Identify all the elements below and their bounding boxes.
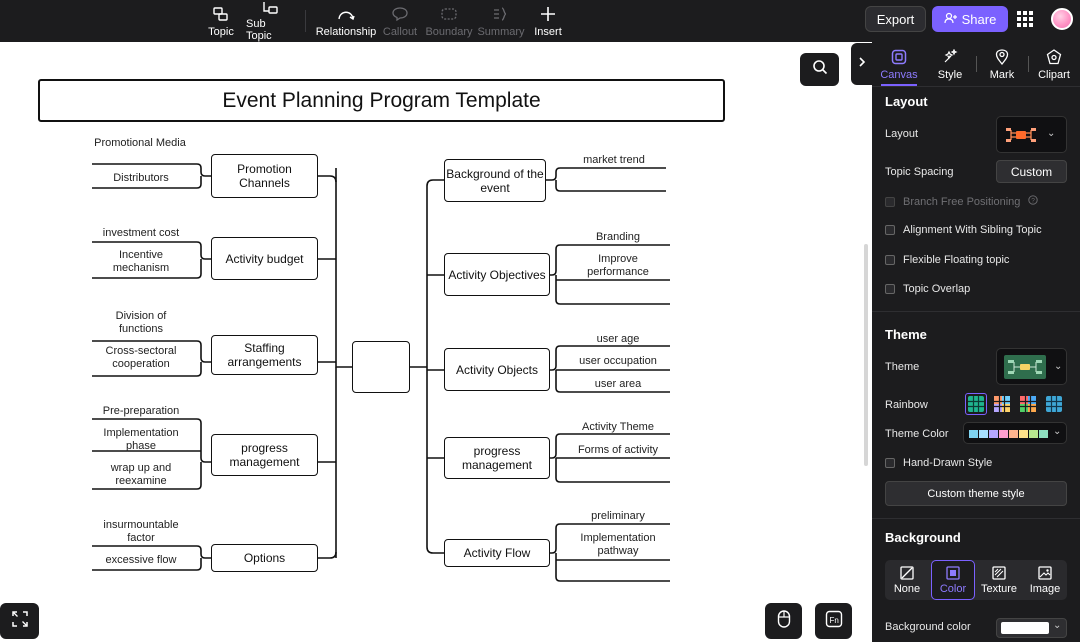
leaf-division-of-functions[interactable]: Division of functions	[115, 310, 167, 335]
leaf-user-area[interactable]: user area	[594, 378, 642, 390]
theme-color-swatch	[1039, 430, 1048, 438]
boundary-label: Boundary	[425, 25, 473, 38]
theme-color-swatch	[1029, 430, 1038, 438]
flexible-floating-option[interactable]	[885, 254, 1009, 266]
export-button[interactable]	[865, 6, 926, 32]
topic-activity-flow[interactable]: Activity Flow	[444, 539, 550, 567]
mindmap-title[interactable]: Event Planning Program Template	[38, 79, 725, 122]
subtopic-icon	[262, 0, 278, 15]
theme-section-title: Theme	[885, 327, 927, 342]
avatar[interactable]	[1051, 8, 1073, 30]
option-label: Image	[1029, 583, 1061, 595]
background-texture-option[interactable]	[977, 560, 1021, 600]
callout-icon	[392, 5, 408, 23]
collapse-panel-button[interactable]	[851, 43, 872, 85]
topic-promotion-channels[interactable]: Promotion Channels	[211, 154, 318, 198]
option-label: Hand-Drawn Style	[903, 457, 993, 469]
leaf-forms-of-activity[interactable]: Forms of activity	[577, 444, 659, 456]
properties-panel	[872, 42, 1080, 642]
mark-icon	[995, 48, 1009, 66]
background-type-group	[885, 560, 1067, 600]
chevron-down-icon: ⌄	[1054, 361, 1063, 372]
checkbox[interactable]	[885, 458, 895, 468]
layout-label: Layout	[885, 128, 919, 140]
summary-icon	[493, 5, 509, 23]
relationship-label: Relationship	[315, 25, 377, 38]
mindmap-canvas[interactable]	[0, 42, 872, 642]
topic-progress-management-left[interactable]: progress management	[211, 434, 318, 476]
summary-label: Summary	[477, 25, 525, 38]
leaf-activity-theme[interactable]: Activity Theme	[582, 421, 654, 433]
fullscreen-icon	[12, 611, 28, 632]
leaf-pre-preparation[interactable]: Pre-preparation	[102, 405, 180, 417]
topic-label: Topic	[208, 25, 234, 38]
panel-tabs	[872, 42, 1080, 86]
top-toolbar	[0, 0, 1080, 42]
option-label: Alignment With Sibling Topic	[903, 224, 1042, 236]
clipart-icon	[1046, 48, 1062, 66]
fullscreen-button[interactable]	[0, 603, 39, 639]
help-icon[interactable]	[1028, 195, 1038, 208]
background-image-option[interactable]	[1023, 560, 1067, 600]
background-color-label: Background color	[885, 621, 971, 633]
topic-button[interactable]	[206, 0, 236, 42]
leaf-implementation-pathway[interactable]: Implementation pathway	[580, 532, 656, 557]
leaf-market-trend[interactable]: market trend	[583, 154, 645, 166]
texture-icon	[992, 565, 1006, 581]
leaf-incentive-mechanism[interactable]: Incentive mechanism	[112, 249, 170, 274]
image-icon	[1038, 565, 1052, 581]
leaf-improve-performance[interactable]: Improve performance	[587, 253, 649, 278]
share-label: Share	[961, 11, 997, 27]
relationship-icon	[337, 5, 355, 23]
callout-button[interactable]	[382, 0, 418, 42]
leaf-wrap-up-and-reexamine[interactable]: wrap up and reexamine	[110, 462, 172, 487]
relationship-button[interactable]	[316, 0, 376, 42]
insert-label: Insert	[534, 25, 562, 38]
tab-canvas[interactable]	[877, 42, 921, 86]
toolbar-divider	[305, 10, 306, 32]
canvas-icon	[891, 48, 907, 66]
rainbow-option-4[interactable]	[1043, 393, 1065, 415]
summary-button[interactable]	[478, 0, 524, 42]
theme-color-swatch	[999, 430, 1008, 438]
mouse-mode-button[interactable]	[765, 603, 802, 639]
theme-color-swatch	[979, 430, 988, 438]
share-icon	[944, 12, 957, 27]
tab-clipart-label: Clipart	[1038, 68, 1070, 81]
rainbow-label: Rainbow	[885, 399, 928, 411]
background-color-option[interactable]	[931, 560, 975, 600]
topic-background-of-the-event[interactable]: Background of the event	[444, 159, 546, 202]
rainbow-option-3[interactable]	[1017, 393, 1039, 415]
subtopic-label: Sub Topic	[246, 18, 272, 42]
mouse-icon	[777, 610, 791, 633]
divider	[872, 311, 1080, 312]
leaf-user-age[interactable]: user age	[596, 333, 640, 345]
boundary-icon	[441, 5, 457, 23]
checkbox[interactable]	[885, 284, 895, 294]
layout-preview-icon	[1005, 125, 1037, 150]
theme-label: Theme	[885, 361, 920, 373]
theme-preview-icon	[1004, 355, 1046, 384]
background-section-title: Background	[885, 530, 961, 545]
central-topic[interactable]	[352, 341, 410, 393]
tab-divider	[1028, 56, 1029, 72]
tab-divider	[976, 56, 977, 72]
tab-canvas-label: Canvas	[880, 68, 918, 81]
chevron-down-icon: ⌄	[1047, 128, 1056, 139]
leaf-branding[interactable]: Branding	[595, 231, 641, 243]
apps-grid-icon[interactable]	[1017, 11, 1033, 27]
checkbox[interactable]	[885, 225, 895, 235]
insert-button[interactable]	[530, 0, 566, 42]
topic-staffing-arrangements[interactable]: Staffing arrangements	[211, 335, 318, 375]
leaf-implementation-phase[interactable]: Implementation phase	[103, 427, 179, 452]
custom-theme-style-button[interactable]: Custom theme style	[885, 481, 1067, 506]
leaf-preliminary[interactable]: preliminary	[591, 510, 645, 522]
layout-section-title: Layout	[885, 94, 928, 109]
option-label: Texture	[980, 583, 1018, 595]
rainbow-option-1[interactable]	[965, 393, 987, 415]
tab-clipart[interactable]	[1032, 42, 1076, 86]
topic-overlap-option[interactable]	[885, 283, 970, 295]
topic-activity-objects[interactable]: Activity Objects	[444, 348, 550, 391]
function-icon	[825, 610, 843, 633]
theme-color-swatch	[1009, 430, 1018, 438]
topic-icon	[213, 5, 229, 23]
background-none-option[interactable]	[885, 560, 929, 600]
search-icon	[812, 59, 828, 80]
alignment-with-sibling-option[interactable]	[885, 224, 1042, 236]
tab-mark[interactable]	[980, 42, 1024, 86]
export-label: Export	[876, 11, 915, 27]
theme-color-label: Theme Color	[885, 428, 949, 440]
option-label: None	[893, 583, 921, 595]
leaf-excessive-flow[interactable]: excessive flow	[105, 554, 177, 566]
subtopic-button[interactable]	[246, 0, 294, 42]
theme-color-swatches	[969, 430, 1048, 438]
boundary-button[interactable]	[426, 0, 472, 42]
style-icon	[942, 48, 958, 66]
leaf-investment-cost[interactable]: investment cost	[102, 227, 180, 239]
hand-drawn-style-option[interactable]	[885, 457, 992, 469]
option-label: Topic Overlap	[903, 283, 971, 295]
search-button[interactable]	[800, 53, 839, 86]
tab-style[interactable]	[928, 42, 972, 86]
option-label: Flexible Floating topic	[903, 254, 1010, 266]
topic-options[interactable]: Options	[211, 544, 318, 572]
leaf-insurmountable-factor[interactable]: insurmountable factor	[103, 519, 179, 544]
leaf-cross-sectoral-cooperation[interactable]: Cross-sectoral cooperation	[105, 345, 177, 370]
leaf-promotional-media[interactable]: Promotional Media	[94, 137, 186, 149]
leaf-distributors[interactable]: Distributors	[113, 172, 169, 184]
theme-color-swatch	[989, 430, 998, 438]
share-button[interactable]	[932, 6, 1008, 32]
vertical-scrollbar[interactable]	[864, 244, 868, 466]
color-icon	[946, 565, 960, 581]
checkbox[interactable]	[885, 197, 895, 207]
theme-select[interactable]	[996, 348, 1067, 385]
none-icon	[900, 565, 914, 581]
chevron-down-icon: ⌄	[1053, 620, 1062, 631]
function-button[interactable]	[815, 603, 852, 639]
background-color-picker[interactable]	[996, 618, 1067, 638]
branch-free-positioning-option[interactable]	[885, 195, 1038, 208]
leaf-user-occupation[interactable]: user occupation	[579, 355, 657, 367]
svg-text:Fn: Fn	[829, 615, 839, 625]
theme-color-swatch	[1019, 430, 1028, 438]
tab-mark-label: Mark	[989, 68, 1015, 81]
connector-lines	[0, 42, 872, 642]
divider	[872, 518, 1080, 519]
chevron-down-icon: ⌄	[1053, 426, 1062, 437]
plus-icon	[540, 5, 556, 23]
topic-activity-objectives[interactable]: Activity Objectives	[444, 253, 550, 296]
chevron-right-icon	[858, 55, 866, 73]
svg-text:?: ?	[1031, 197, 1036, 205]
topic-activity-budget[interactable]: Activity budget	[211, 237, 318, 280]
checkbox[interactable]	[885, 255, 895, 265]
background-color-swatch	[1001, 622, 1049, 634]
rainbow-option-2[interactable]	[991, 393, 1013, 415]
layout-select[interactable]	[996, 116, 1067, 153]
topic-spacing-custom-button[interactable]: Custom	[996, 160, 1067, 183]
tab-style-label: Style	[937, 68, 963, 81]
theme-color-swatch	[969, 430, 978, 438]
topic-spacing-label: Topic Spacing	[885, 166, 954, 178]
topic-progress-management-right[interactable]: progress management	[444, 437, 550, 479]
theme-color-select[interactable]	[963, 422, 1067, 444]
option-label: Color	[939, 583, 967, 595]
divider	[872, 86, 1080, 87]
callout-label: Callout	[382, 25, 418, 38]
option-label: Branch Free Positioning	[903, 195, 1021, 208]
